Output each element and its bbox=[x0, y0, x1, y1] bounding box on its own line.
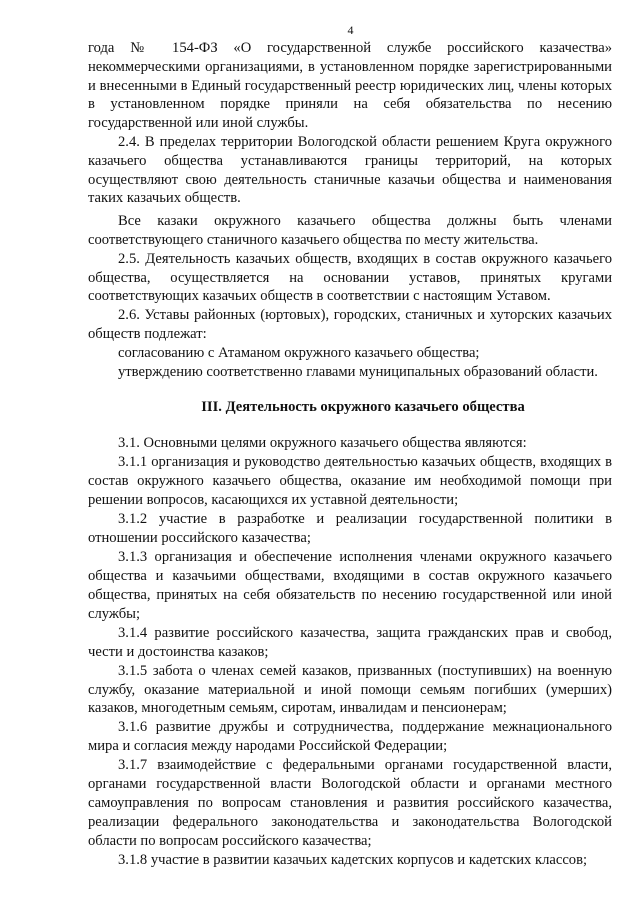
paragraph-3-1-1: 3.1.1 организация и руководство деятельностью казачьих обществ, входящих в состав окружного казачьего общества, оказание им необходимой помощи при решении вопросов, касающихся их уставной деятельности; bbox=[88, 454, 612, 508]
paragraph-2-4: 2.4. В пределах территории Вологодской области решением Круга окружного казачьего общества устанавливаются границы территорий, на которых осуществляют свою деятельность станичные казачьи общества и наименования таких казачьих обществ. bbox=[88, 133, 612, 207]
paragraph-2-6: 2.6. Уставы районных (юртовых), городских, станичных и хуторских казачьих обществ подлежат: bbox=[88, 307, 612, 342]
paragraph-3-1-2: 3.1.2 участие в разработке и реализации государственной политики в отношении российского казачества; bbox=[88, 510, 612, 546]
paragraph-3-1-7: 3.1.7 взаимодействие с федеральными органами государственной власти, органами государственной власти Вологодской области и органами местного самоуправления по вопросам становления и развития российского казачества, реализации федерального законодательства и законодательства Вологодской области по вопросам российского казачества; bbox=[88, 757, 612, 850]
paragraph-3-1-5: 3.1.5 забота о членах семей казаков, призванных (поступивших) на военную службу, оказание материальной и иной помощи семьям погибших (умерших) казаков, многодетным семьям, сиротам, инвалидам и пенсионерам; bbox=[88, 662, 612, 717]
paragraph-approval-municipal: утверждению соответственно главами муниципальных образований области. bbox=[118, 363, 598, 380]
paragraph-3-1-8: 3.1.8 участие в развитии казачьих кадетских корпусов и кадетских классов; bbox=[118, 852, 588, 869]
paragraph-3-1-4: 3.1.4 развитие российского казачества, защита гражданских прав и свобод, чести и достоинства казаков; bbox=[88, 624, 612, 660]
document-page bbox=[88, 22, 612, 870]
paragraph-cossack-membership: Все казаки окружного казачьего общества должны быть членами соответствующего станичного казачьего общества по месту жительства. bbox=[88, 213, 612, 248]
paragraph-3-1: 3.1. Основными целями окружного казачьего общества являются: bbox=[118, 435, 527, 452]
paragraph-2-5: 2.5. Деятельность казачьих обществ, входящих в состав окружного казачьего общества, осуществляется на основании уставов, принятых кругами соответствующих казачьих обществ в соответствии с настоящим Уставом. bbox=[88, 250, 612, 305]
paragraph-3-1-6: 3.1.6 развитие дружбы и сотрудничества, поддержание межнационального мира и согласия между народами Российской Федерации; bbox=[88, 719, 612, 755]
page-number: 4 bbox=[347, 23, 354, 37]
section-3-body bbox=[88, 434, 612, 870]
paragraph-approval-ataman: согласованию с Атаманом окружного казачьего общества; bbox=[118, 344, 480, 361]
paragraph-3-1-3: 3.1.3 организация и обеспечение исполнения членами окружного казачьего общества и казачьими обществами, входящими в состав окружного казачьего общества, принятых на себя обязательств по несению государственной или иной службы; bbox=[88, 548, 612, 622]
section-2-continuation bbox=[88, 39, 612, 381]
paragraph-law-reference: года № 154-ФЗ «О государственной службе российского казачества» некоммерческими организациями, в установленном порядке зарегистрированными и внесенными в Единый государственный реестр юридических лиц, члены которых в установленном порядке приняли на себя обязательства по несению государственной или иной службы. bbox=[88, 40, 612, 132]
section-title: III. Деятельность окружного казачьего общества bbox=[201, 399, 525, 416]
